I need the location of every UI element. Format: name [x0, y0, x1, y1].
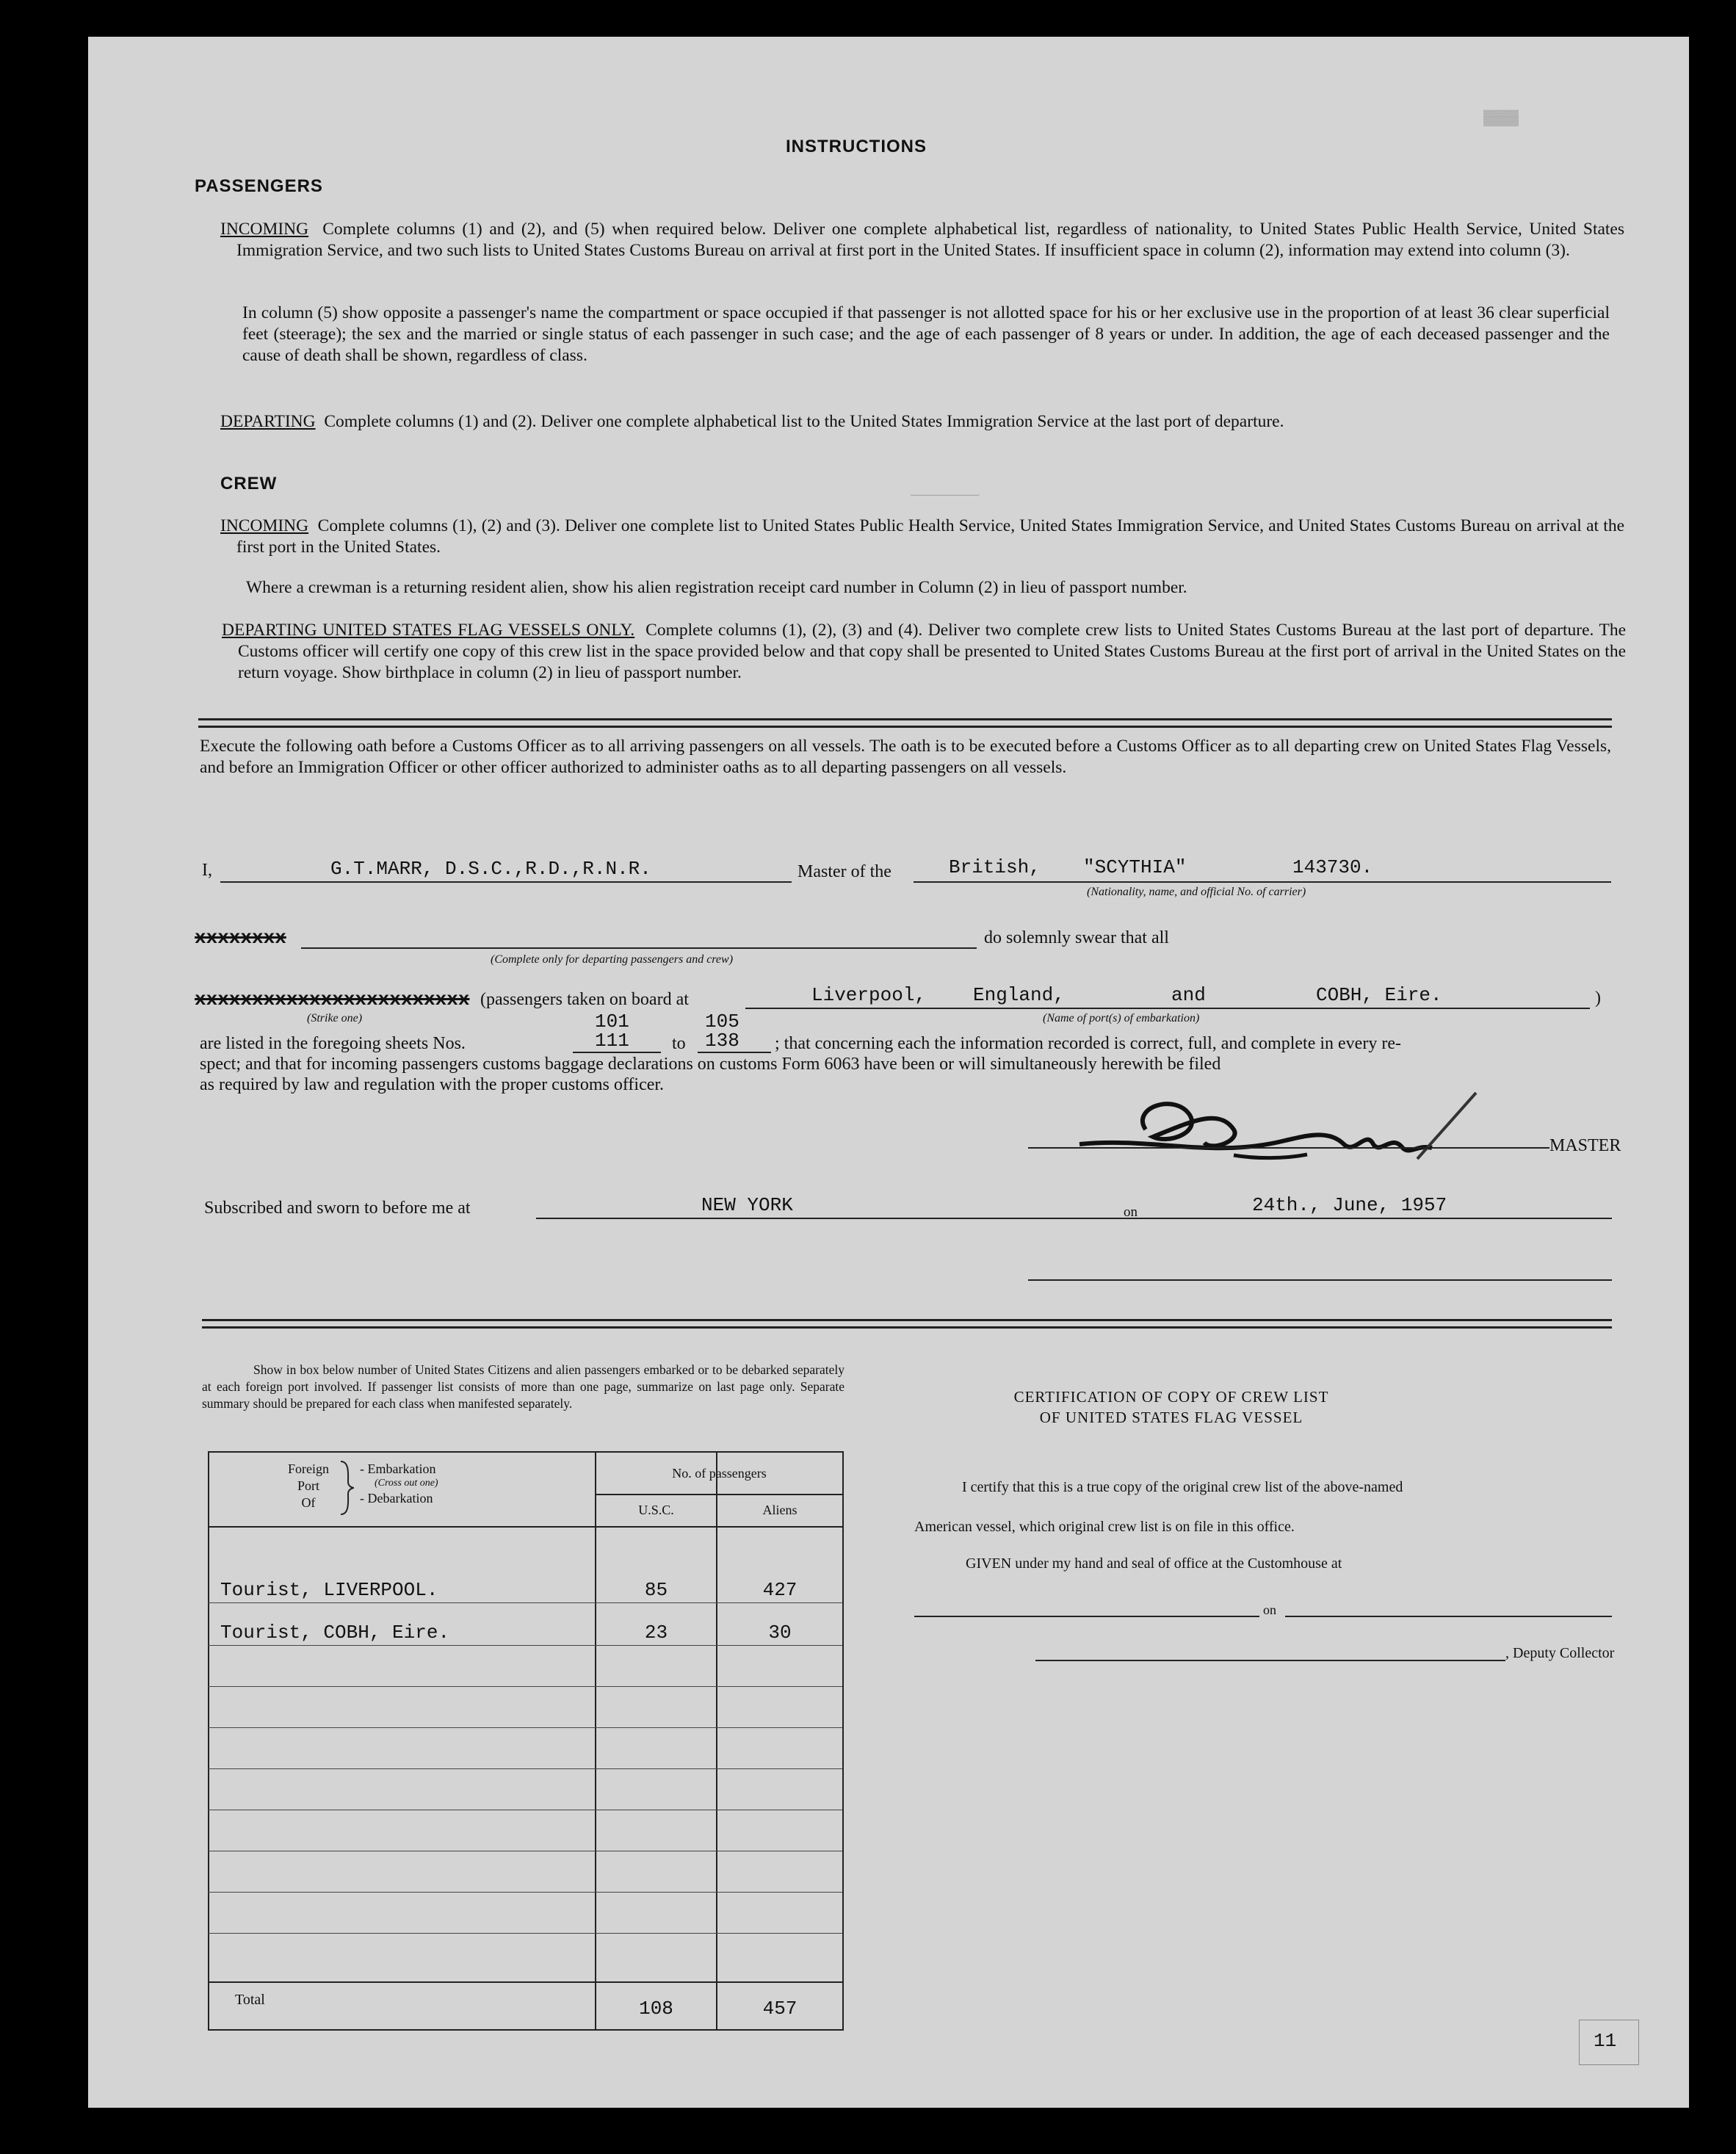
summary-row-1-usc: 85 — [644, 1579, 668, 1601]
passengers-heading: PASSENGERS — [195, 176, 323, 196]
complete-only-caption: (Complete only for departing passengers and crew) — [491, 953, 734, 966]
form-sheet — [88, 37, 1689, 2108]
on-label: on — [1124, 1204, 1138, 1220]
total-aliens: 457 — [762, 1998, 798, 2020]
master-signature — [1065, 1078, 1549, 1181]
bleed-through-mark: ______ — [911, 477, 980, 499]
table-row-line — [208, 1645, 842, 1646]
certification-title-1: CERTIFICATION OF COPY OF CREW LIST — [1013, 1388, 1329, 1406]
no-of-passengers-header: No. of passengers — [672, 1466, 767, 1481]
crew-departing-label: DEPARTING UNITED STATES FLAG VESSELS ONLY. — [222, 621, 635, 640]
sworn-place: NEW YORK — [701, 1194, 793, 1216]
sheet-from: 111 — [595, 1030, 629, 1052]
summary-row-1-aliens: 427 — [762, 1579, 798, 1601]
struck-out-text-2: xxxxxxxxxxxxxxxxxxxxxxxx — [195, 989, 470, 1011]
section-divider-2 — [202, 1319, 1612, 1329]
instructions-title: INSTRUCTIONS — [786, 137, 927, 156]
master-name-line — [220, 881, 792, 883]
officer-line — [1028, 1279, 1612, 1281]
crew-departing-text: Complete columns (1), (2), (3) and (4). Deliver two complete crew lists to United States Customs Bureau at the last port of departure. The Customs officer will certify one copy of this crew list in the space provided below and that copy shall be presented to United States Customs Bureau at the first port of arrival in the United States on the return voyage. Show birthplace in column (2) in lieu of passport number. — [238, 621, 1627, 682]
section-divider-1 — [198, 718, 1612, 728]
col-divider-1 — [595, 1451, 596, 2029]
usc-header: U.S.C. — [638, 1503, 674, 1517]
cert-on-label: on — [1263, 1602, 1276, 1617]
oath-rest-line-1: ; that concerning each the information recorded is correct, full, and complete in every re- — [775, 1034, 1401, 1053]
vessel-line — [914, 881, 1611, 883]
sheet-to-line — [698, 1052, 771, 1053]
departing-line — [301, 947, 977, 949]
subscribed-label: Subscribed and sworn to before me at — [204, 1199, 471, 1218]
close-paren: ) — [1595, 989, 1601, 1008]
vessel-nationality: British, — [949, 856, 1041, 878]
oath-rest-line-2: spect; and that for incoming passengers customs baggage declarations on customs Form 6063 have been or will simultaneously herewith be filed — [200, 1055, 1221, 1074]
table-row-line — [208, 1892, 842, 1893]
sheet-to: 138 — [705, 1030, 739, 1052]
header-subline — [596, 1494, 842, 1495]
total-label: Total — [235, 1992, 265, 2008]
col-foreign: Foreign — [288, 1461, 329, 1476]
crew-incoming-text: Complete columns (1), (2) and (3). Deliver one complete list to United States Public Health Service, United States Immigration Service, and United States Customs Bureau on arrival at the first port in the United States. — [236, 516, 1625, 557]
passengers-incoming-paragraph — [220, 219, 1624, 261]
cross-out-caption: (Cross out one) — [375, 1478, 438, 1489]
certify-line-1: I certify that this is a true copy of the original crew list of the above-named — [962, 1479, 1403, 1495]
table-row-line — [208, 1768, 842, 1769]
master-signature-line — [1028, 1147, 1549, 1149]
total-usc: 108 — [639, 1998, 673, 2020]
to-label: to — [672, 1034, 686, 1053]
oath-intro: Execute the following oath before a Customs Officer as to all arriving passengers on all vessels. The oath is to be executed before a Customs Officer as to all departing crew on United States Flag Vessels, and before an Immigration Officer or other officer authorized to administer oaths as to all departing passengers on all vessels. — [200, 737, 1611, 777]
summary-instructions: Show in box below number of United States Citizens and alien passengers embarked or to be debarked separately at each foreign port involved. If passenger list consists of more than one page, summarize on last page only. Separate summary should be prepared for each class when manifested separately. — [202, 1362, 845, 1411]
vessel-official-number: 143730. — [1292, 856, 1373, 878]
strike-one-caption: (Strike one) — [307, 1012, 363, 1024]
summary-row-2-aliens: 30 — [768, 1622, 792, 1644]
aliens-header: Aliens — [762, 1503, 798, 1517]
sheet-number-above-2: 105 — [705, 1011, 739, 1033]
sworn-date: 24th., June, 1957 — [1252, 1194, 1447, 1216]
ports-caption: (Name of port(s) of embarkation) — [1043, 1012, 1200, 1024]
passengers-column5-note: In column (5) show opposite a passenger's name the compartment or space occupied if that passenger is not allotted space for his or her exclusive use in the proportion of at least 36 clear superficial feet (steerage); the sex and the married or single status of each passenger in such case; and the age of each passenger of 8 years or under. In addition, the age of each deceased passenger and the cause of death shall be shown, regardless of class. — [242, 303, 1610, 365]
oath-rest-line-3: as required by law and regulation with the proper customs officer. — [200, 1075, 665, 1094]
summary-row-1-port: Tourist, LIVERPOOL. — [220, 1579, 438, 1601]
master-label: MASTER — [1549, 1136, 1621, 1155]
embarkation-label: - Embarkation — [360, 1461, 436, 1476]
summary-row-2-port: Tourist, COBH, Eire. — [220, 1622, 450, 1644]
sheet-from-line — [573, 1052, 661, 1053]
passengers-taken-label: (passengers taken on board at — [480, 990, 689, 1009]
header-bottom-line — [208, 1526, 842, 1528]
crew-returning-note: Where a crewman is a returning resident alien, show his alien registration receipt card number in Column (2) in lieu of passport number. — [246, 578, 1187, 597]
and-text: and — [1171, 984, 1206, 1006]
struck-out-text-1: xxxxxxxx — [195, 927, 286, 949]
passengers-incoming-text: Complete columns (1) and (2), and (5) when required below. Deliver one complete alphabetical list, regardless of nationality, to United States Public Health Service, United States Immigration Service, and two such lists to United States Customs Bureau on arrival at first port in the United States. If insufficient space in column (2), information may extend into column (3). — [236, 220, 1625, 260]
embark-port-1: Liverpool, — [811, 984, 927, 1006]
cert-date-line — [1285, 1616, 1612, 1617]
master-name: G.T.MARR, D.S.C.,R.D.,R.N.R. — [330, 858, 651, 880]
brace-icon — [338, 1460, 357, 1516]
passengers-incoming-label: INCOMING — [220, 220, 309, 239]
crew-incoming-label: INCOMING — [220, 516, 309, 535]
place-line — [536, 1218, 1206, 1219]
ports-line — [745, 1008, 1590, 1009]
vessel-caption: (Nationality, name, and official No. of carrier) — [1087, 886, 1306, 898]
total-row-line — [208, 1981, 842, 1983]
master-of-the-label: Master of the — [798, 862, 891, 881]
sheet-number-above-1: 101 — [595, 1011, 629, 1033]
col-divider-2 — [716, 1451, 717, 2029]
certify-line-2: American vessel, which original crew list is on file in this office. — [914, 1519, 1295, 1535]
solemnly-swear-text: do solemnly swear that all — [984, 928, 1169, 947]
table-row-line — [208, 1727, 842, 1728]
col-of: Of — [301, 1495, 316, 1510]
date-line — [1157, 1218, 1612, 1219]
oath-i: I, — [202, 861, 212, 880]
table-row-line — [208, 1602, 842, 1603]
summary-row-2-usc: 23 — [644, 1622, 668, 1644]
page-mark: 11 — [1594, 2030, 1617, 2052]
deputy-signature-line — [1035, 1660, 1505, 1661]
customhouse-line — [914, 1616, 1259, 1617]
listed-in-label: are listed in the foregoing sheets Nos. — [200, 1034, 466, 1053]
passengers-departing-paragraph — [220, 411, 1624, 433]
passengers-departing-label: DEPARTING — [220, 412, 316, 431]
vessel-name: "SCYTHIA" — [1083, 856, 1187, 878]
crew-departing-paragraph — [222, 620, 1626, 684]
given-line: GIVEN under my hand and seal of office at the Customhouse at — [966, 1555, 1342, 1572]
bleed-through-mark: ▓▓▓▓ — [1483, 110, 1519, 127]
crew-heading: CREW — [220, 474, 278, 494]
table-row-line — [208, 1686, 842, 1687]
embark-port-2: COBH, Eire. — [1316, 984, 1442, 1006]
deputy-collector-label: , Deputy Collector — [1505, 1645, 1615, 1661]
debarkation-label: - Debarkation — [360, 1491, 433, 1506]
passenger-summary-table — [208, 1451, 844, 2031]
crew-incoming-paragraph — [220, 516, 1624, 558]
table-row-line — [208, 1933, 842, 1934]
passengers-departing-text: Complete columns (1) and (2). Deliver one complete alphabetical list to the United States Immigration Service at the last port of departure. — [324, 412, 1284, 431]
certification-title-2: OF UNITED STATES FLAG VESSEL — [1039, 1409, 1303, 1426]
col-port: Port — [297, 1478, 319, 1493]
embark-port-1-country: England, — [973, 984, 1065, 1006]
